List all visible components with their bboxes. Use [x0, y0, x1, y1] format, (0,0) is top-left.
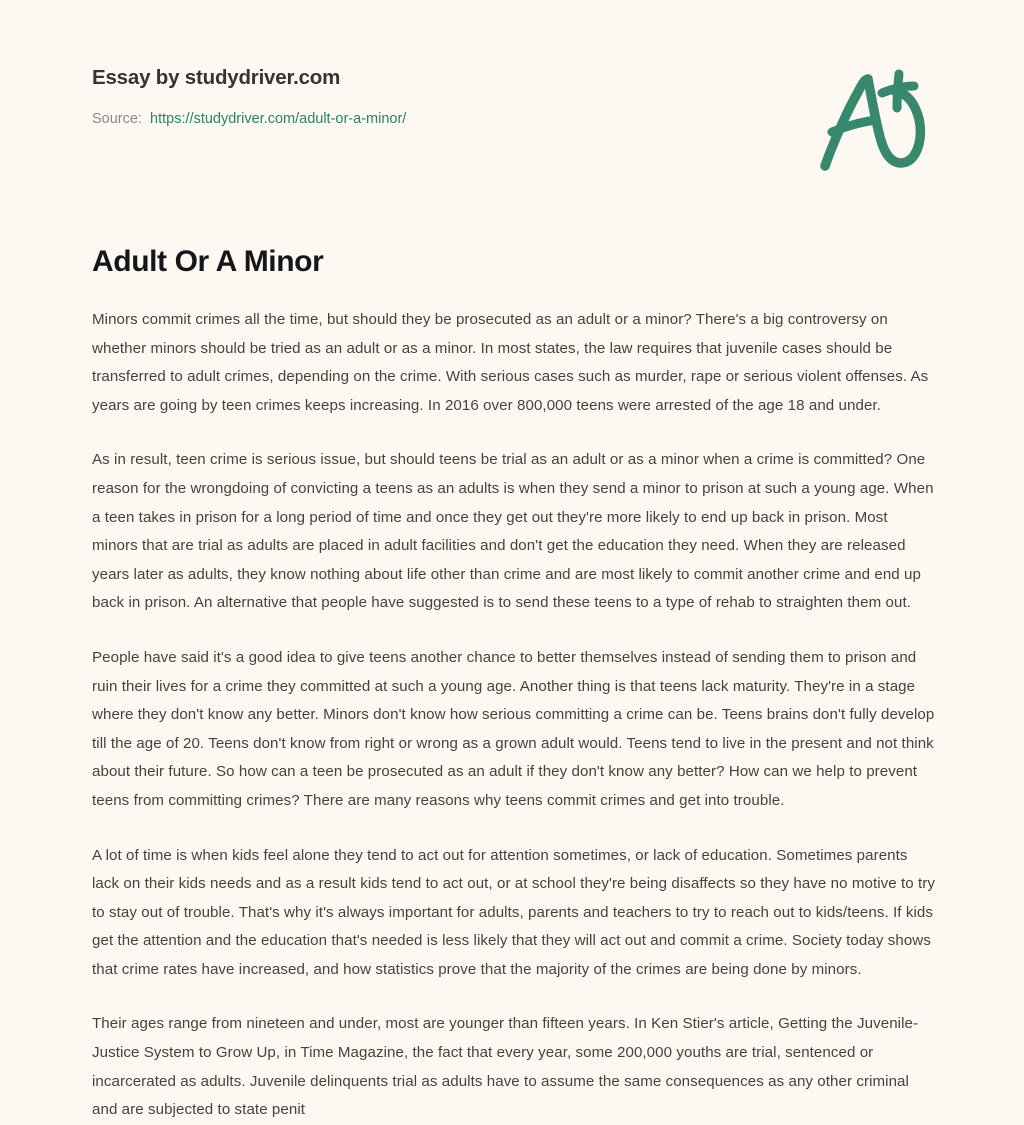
article-paragraph: A lot of time is when kids feel alone they tend to act out for attention sometimes, or lack of education. Sometimes parents lack on their kids needs and as a result kids tend to act out, or at school they're being disaffects so they have no motive to try to stay out of trouble. That's why it's always important for adults, parents and teachers to try to reach out to kids/teens. If kids get the attention and the education that's needed is less likely that they will act out and commit a crime. Society today shows that crime rates have increased, and how statistics prove that the majority of the crimes are being done by minors.: [92, 846, 936, 978]
article-paragraph: Minors commit crimes all the time, but should they be prosecuted as an adult or a minor? There's a big controversy on whether minors should be tried as an adult or as a minor. In most states, the law requires that juvenile cases should be transferred to adult crimes, depending on the crime. With serious cases such as murder, rape or serious violent offenses. As years are going by teen crimes keeps increasing. In 2016 over 800,000 teens were arrested of the age 18 and under.: [92, 311, 929, 414]
a-plus-logo-icon: [810, 66, 936, 176]
article-title: Adult Or A Minor: [92, 245, 324, 278]
article-paragraph: Their ages range from nineteen and under, most are younger than fifteen years. In Ken Stier's article, Getting the Juvenile-Justice System to Grow Up, in Time Magazine, the fact that every year, some 200,000 youths are trial, sentenced or incarcerated as adults. Juvenile delinquents trial as adults have to assume the same consequences as any other criminal and are subjected to state penit: [92, 1015, 919, 1119]
source-line: [92, 110, 406, 129]
article-body: [92, 306, 936, 1125]
page-header: [0, 0, 1024, 200]
article-container: [0, 200, 1024, 1125]
a-plus-logo[interactable]: [810, 66, 936, 176]
header-text-block: [92, 62, 406, 128]
source-url-link[interactable]: https://studydriver.com/adult-or-a-minor/: [150, 110, 407, 127]
source-label: Source:: [92, 110, 142, 127]
brand-title: Essay by studydriver.com: [92, 66, 341, 89]
article-paragraph: As in result, teen crime is serious issue, but should teens be trial as an adult or as a minor when a crime is committed? One reason for the wrongdoing of convicting a teens as an adults is when they send a minor to prison at such a young age. When a teen takes in prison for a long period of time and once they get out they're more likely to end up back in prison. Most minors that are trial as adults are placed in adult facilities and don't get the education they need. When they are released years later as adults, they know nothing about life other than crime and are most likely to commit another crime and end up back in prison. An alternative that people have suggested is to send these teens to a type of rehab to straighten them out.: [92, 451, 934, 612]
article-paragraph: People have said it's a good idea to give teens another chance to better themselves instead of sending them to prison and ruin their lives for a crime they committed at such a young age. Another thing is that teens lack maturity. They're in a stage where they don't know any better. Minors don't know how serious committing a crime can be. Teens brains don't fully develop till the age of 20. Teens don't know from right or wrong as a grown adult would. Teens tend to live in the present and not think about their future. So how can a teen be prosecuted as an adult if they don't know any better? How can we help to prevent teens from committing crimes? There are many reasons why teens commit crimes and get into trouble.: [92, 648, 935, 809]
